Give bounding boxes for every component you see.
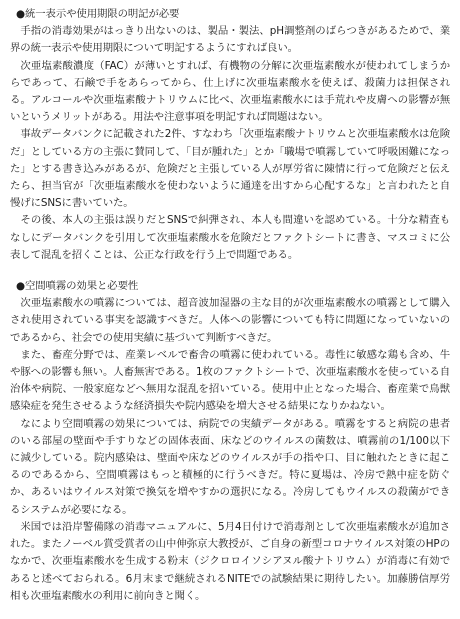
- section-spacer: [10, 264, 450, 278]
- paragraph: 次亜塩素酸濃度（FAC）が薄いとすれば、有機物の分解に次亜塩素酸水が使われてしまうからであって、石鹸で手をあらってから、仕上げに次亜塩素酸水を使えば、殺菌力は担保される。アルコールや次亜塩素酸ナトリウムに比べ、次亜塩素酸水には手荒れや皮膚への影響が無いというメリットがある。用法や注意事項を明記すれば問題はない。: [10, 59, 450, 124]
- section-heading: ●統一表示や使用期限の明記が必要: [16, 8, 180, 20]
- section-unified-labeling: [10, 6, 450, 264]
- paragraph: 事故データバンクに記載された2件、すなわち「次亜塩素酸ナトリウムと次亜塩素酸水は危険だ」としている方の主張に賛同して、「目が腫れた」とか「職場で噴霧していて呼吸困難になった」とする書き込みがあるが、危険だと主張している人が厚労省に陳情に行って危険だと伝えたら、担当官が「次亜塩素酸水を使わないように通達を出すから心配するな」と言われたと自慢げにSNSに書いていた。: [10, 128, 450, 210]
- paragraph: 米国では沿岸警備隊の消毒マニュアルに、5月4日付けで消毒剤として次亜塩素酸水が追加された。またノーベル賞受賞者の山中伸弥京大教授が、ご自身の新型コロナウイルス対策のHPのなかで、次亜塩素酸水を生成する粉末（ジクロロイソシアヌル酸ナトリウム）が消毒に有効であると述べておられる。6月末まで継続されるNITEでの試験結果に期待したい。加藤勝信厚労相も次亜塩素酸水の利用に前向きと聞く。: [10, 520, 450, 602]
- paragraph: 手指の消毒効果がはっきり出ないのは、製品・製法、pH調整剤のばらつきがあるためで、業界の統一表示や使用期限について明記するようにすれば良い。: [10, 25, 450, 55]
- section-spatial-spraying: [10, 278, 450, 605]
- paragraph: その後、本人の主張は誤りだとSNSで糾弾され、本人も間違いを認めている。十分な精査もなしにデータバンクを引用して次亜塩素酸水を危険だとファクトシートに書き、マスコミに公表して混乱を招くことは、公正な行政を行う上で問題である。: [10, 214, 450, 261]
- paragraph: 次亜塩素酸水の噴霧については、超音波加湿器の主な目的が次亜塩素酸水の噴霧として購入され使用されている事実を認識すべきだ。人体への影響についても特に問題になっていないのであるから、社会での使用実績に基づいて判断すべきだ。: [10, 297, 450, 344]
- paragraph: また、畜産分野では、産業レベルで畜舎の噴霧に使われている。毒性に敏感な鶏も含め、牛や豚への影響も無い。人畜無害である。1枚のファクトシートで、次亜塩素酸水を使っている自治体や病院、一般家庭などへ無用な混乱を招いている。使用中止となった場合、畜産業で鳥獣感染症を発生させるような経済損失や院内感染を増大させる結果になりかねない。: [10, 348, 450, 413]
- section-heading: ●空間噴霧の効果と必要性: [16, 280, 139, 293]
- paragraph: なにより空間噴霧の効果については、病院での実績データがある。噴霧をすると病院の患者のいる部屋の壁面や手すりなどの固体表面、床などのウイルスの菌数は、噴霧前の1/100以下に減少している。院内感染は、壁面や床などのウイルスが手の指や口、目に触れたときに起こるのであるから、空間噴霧はもっと積極的に行うべきだ。特に夏場は、冷房で熱中症を防ぐか、あるいはウイルス対策で換気を増やすかの選択になる。冷房してもウイルスの殺菌ができるシステムが必要になる。: [10, 417, 450, 516]
